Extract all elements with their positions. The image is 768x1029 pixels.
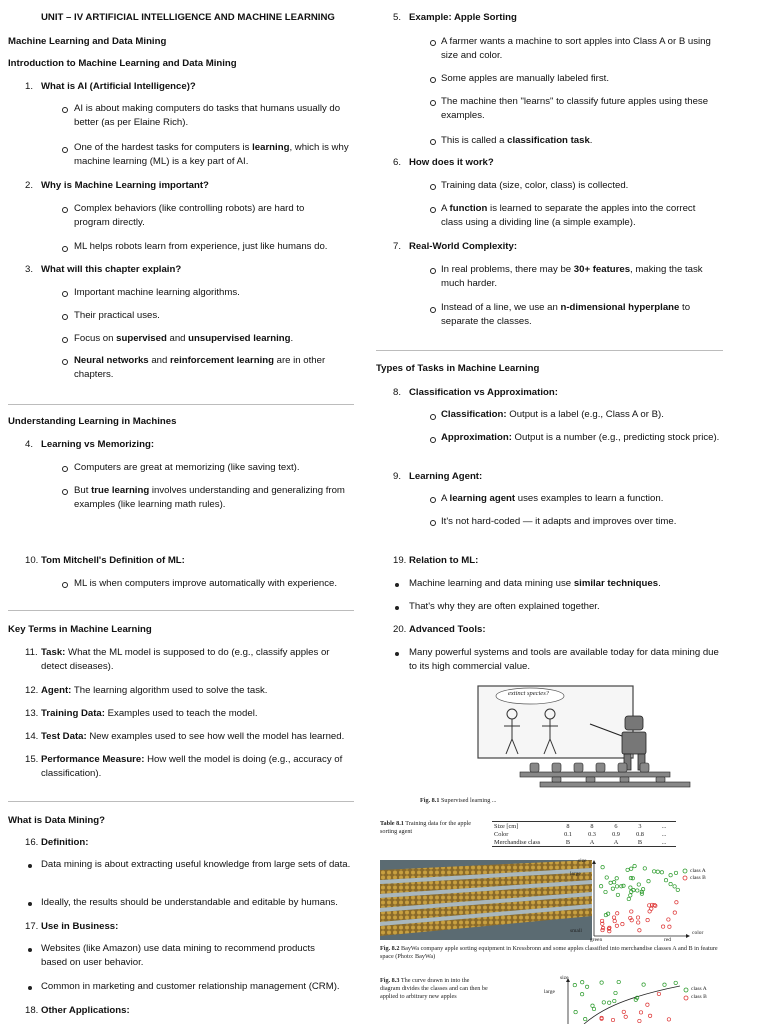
apple-point	[599, 885, 602, 888]
apple-point	[615, 885, 618, 888]
question-heading: Tom Mitchell's Definition of ML:	[41, 555, 185, 566]
term-definition: Test Data: New examples used to see how well the model has learned.	[41, 731, 345, 742]
bullet-dot	[28, 948, 32, 952]
class-dividing-curve	[584, 986, 680, 1024]
bullet-ring	[62, 107, 68, 113]
bullet-text: Data mining is about extracting useful knowledge from large sets of data.	[41, 859, 351, 870]
apple-point	[592, 1007, 595, 1010]
question-heading: Relation to ML:	[409, 555, 479, 566]
apple-point	[627, 897, 630, 900]
apple-point	[668, 925, 671, 928]
apple-point	[629, 886, 632, 889]
apple-point	[620, 885, 623, 888]
bullet-dot	[28, 864, 32, 868]
question-heading: Example: Apple Sorting	[409, 12, 517, 23]
apple-point	[630, 910, 633, 913]
apple-point	[638, 929, 641, 932]
apple-point	[675, 901, 678, 904]
axis-label-size: size	[560, 975, 569, 981]
apple-point	[642, 983, 645, 986]
item-number: 7.	[393, 241, 402, 252]
section-divider	[8, 801, 354, 802]
table-cell: B	[628, 838, 652, 847]
bullet-text: ML helps robots learn from experience, just like humans do.	[74, 241, 328, 252]
bullet-ring	[62, 489, 68, 495]
table-cell: 8	[556, 822, 580, 831]
item-number: 15.	[25, 754, 39, 765]
bullet-text: Computers are great at memorizing (like saving text).	[74, 462, 300, 473]
legend-class-b: class B	[691, 994, 707, 1000]
apple-point	[656, 870, 659, 873]
table-cell: 3	[628, 822, 652, 831]
item-number: 11.	[25, 647, 38, 658]
bullet-ring	[62, 246, 68, 252]
apple-point	[663, 983, 666, 986]
table-cell: A	[604, 838, 628, 847]
bullet-dot	[395, 606, 399, 610]
axis-tick-red: red	[664, 937, 672, 943]
section-divider	[376, 350, 723, 351]
axis-tick-small: small	[570, 928, 582, 934]
bullet-ring	[430, 100, 436, 106]
apple-point	[636, 916, 639, 919]
term-definition: Training Data: Examples used to teach the model.	[41, 708, 258, 719]
apple-point	[637, 921, 640, 924]
item-number: 1.	[25, 81, 34, 92]
apple-point	[609, 881, 612, 884]
apple-point	[612, 916, 615, 919]
apple-point	[580, 993, 583, 996]
table-cell: 8	[580, 822, 604, 831]
section-heading-understanding: Understanding Learning in Machines	[8, 416, 177, 427]
question-heading: Advanced Tools:	[409, 624, 486, 635]
item-number: 6.	[393, 157, 402, 168]
apple-point	[674, 871, 677, 874]
section-heading-data-mining: What is Data Mining?	[8, 815, 106, 826]
apple-point	[574, 1010, 577, 1013]
bullet-ring	[62, 207, 68, 213]
item-number: 12.	[25, 685, 39, 696]
apple-point	[646, 918, 649, 921]
item-number: 16.	[25, 837, 39, 848]
apple-point	[622, 1010, 625, 1013]
apple-point	[673, 885, 676, 888]
bullet-text: Important machine learning algorithms.	[74, 287, 240, 298]
section-heading-intro: Introduction to Machine Learning and Data Mining	[8, 58, 237, 69]
bullet-text: That's why they are often explained together.	[409, 601, 600, 612]
figure-8-1-cartoon	[460, 684, 710, 794]
bullet-text: Instead of a line, we use an n-dimensional hyperplane to separate the classes.	[441, 302, 691, 328]
bullet-ring	[62, 314, 68, 320]
table-cell: 0.8	[636, 830, 644, 838]
bullet-text: In real problems, there may be 30+ features, making the task much harder.	[441, 264, 703, 290]
figure-8-2-caption: Fig. 8.2 BayWa company apple sorting equipment in Kressbronn and some apples classified into merchandise classes A and B in feature space (Photo: BayWa)	[380, 945, 718, 960]
apple-point	[601, 928, 604, 931]
bullet-text: Many powerful systems and tools are available today for data mining due to its high commercial value.	[409, 647, 719, 673]
table-cell: 0.9	[612, 830, 620, 838]
apple-point	[664, 879, 667, 882]
item-number: 17.	[25, 921, 39, 932]
legend-marker-class-a	[683, 869, 687, 873]
bullet-text: ML is when computers improve automatically with experience.	[74, 578, 338, 589]
table-row-label: Color	[494, 830, 509, 838]
training-data-table	[492, 821, 676, 847]
apple-point	[652, 870, 655, 873]
section-heading-key-terms: Key Terms in Machine Learning	[8, 624, 152, 635]
table-row	[492, 838, 676, 847]
bullet-ring	[62, 291, 68, 297]
apple-point	[646, 1003, 649, 1006]
axis-label-size: size	[578, 858, 587, 864]
apple-point	[601, 866, 604, 869]
table-cell: ...	[652, 822, 676, 831]
apple-point	[616, 912, 619, 915]
table-cell: 6	[604, 822, 628, 831]
bullet-ring	[62, 337, 68, 343]
bullet-text: But true learning involves understanding and generalizing from examples (like learning math rules).	[74, 485, 345, 511]
bullet-text: Machine learning and data mining use similar techniques.	[409, 578, 661, 589]
table-cell: B	[556, 838, 580, 847]
apple-point	[650, 907, 653, 910]
apple-point	[591, 1004, 594, 1007]
apple-point	[611, 1018, 614, 1021]
bullet-ring	[430, 40, 436, 46]
section-divider	[8, 610, 354, 611]
bullet-text: AI is about making computers do tasks that humans usually do better (as per Elaine Rich).	[74, 103, 341, 129]
table-cell: ...	[661, 830, 667, 838]
figure-8-2-sorting-photo	[380, 860, 592, 940]
apple-point	[647, 880, 650, 883]
bullet-text: Websites (like Amazon) use data mining to recommend products based on user behavior.	[41, 943, 315, 969]
table-cell: ...	[652, 838, 676, 847]
apple-point	[626, 868, 629, 871]
question-heading: How does it work?	[409, 157, 494, 168]
apple-point	[624, 1015, 627, 1018]
apple-point	[669, 882, 672, 885]
item-number: 14.	[25, 731, 39, 742]
item-number: 10.	[25, 555, 39, 566]
apple-point	[667, 918, 670, 921]
item-number: 18.	[25, 1005, 39, 1016]
legend-marker-class-a	[684, 988, 688, 992]
bullet-text: A farmer wants a machine to sort apples into Class A or B using size and color.	[441, 36, 711, 62]
apple-point	[676, 888, 679, 891]
apple-point	[638, 1019, 641, 1022]
apple-point	[612, 881, 615, 884]
term-definition: Performance Measure: How well the model is doing (e.g., accuracy of classification).	[41, 754, 343, 780]
apple-point	[611, 887, 614, 890]
bullet-text: It's not hard-coded — it adapts and improves over time.	[441, 516, 677, 527]
item-number: 13.	[25, 708, 39, 719]
apple-point	[617, 980, 620, 983]
item-number: 2.	[25, 180, 34, 191]
figure-8-1-caption: Fig. 8.1 Supervised learning ...	[420, 797, 497, 804]
apple-point	[657, 992, 660, 995]
figure-8-3-caption: Fig. 8.3 The curve drawn in into the diagram divides the classes and can then be applied to arbitrary new apples	[380, 977, 488, 1000]
legend-class-a: class A	[690, 868, 706, 874]
bullet-ring	[430, 77, 436, 83]
bullet-ring	[430, 520, 436, 526]
item-number: 3.	[25, 264, 34, 275]
apple-point	[605, 876, 608, 879]
bullet-text: Common in marketing and customer relationship management (CRM).	[41, 981, 340, 992]
bullet-text: A learning agent uses examples to learn a function.	[441, 493, 664, 504]
axis-tick-green: green	[590, 937, 603, 943]
apple-point	[661, 925, 664, 928]
table-cell: 0.3	[588, 830, 596, 838]
bullet-ring	[430, 437, 436, 443]
item-number: 20.	[393, 624, 407, 635]
bullet-text: Some apples are manually labeled first.	[441, 73, 609, 84]
section-divider	[8, 404, 354, 405]
apple-point	[660, 871, 663, 874]
bullet-ring	[62, 582, 68, 588]
bullet-text: One of the hardest tasks for computers is learning, which is why machine learning (ML) is a key part of AI.	[74, 142, 349, 168]
apple-point	[584, 1017, 587, 1020]
apple-point	[613, 999, 616, 1002]
item-number: 4.	[25, 439, 34, 450]
bullet-dot	[395, 652, 399, 656]
question-heading: What will this chapter explain?	[41, 264, 182, 275]
apple-point	[648, 1014, 651, 1017]
bullet-ring	[430, 268, 436, 274]
apple-point	[581, 981, 584, 984]
apple-point	[639, 1011, 642, 1014]
apple-point	[629, 894, 632, 897]
table-row-label: Merchandise class	[492, 838, 556, 847]
item-number: 19.	[393, 555, 407, 566]
bullet-dot	[395, 583, 399, 587]
bullet-text: Classification: Output is a label (e.g., Class A or B).	[441, 409, 664, 420]
legend-class-a: class A	[691, 986, 707, 992]
item-number: 8.	[393, 387, 402, 398]
bullet-ring	[62, 466, 68, 472]
bullet-dot	[28, 986, 32, 990]
bullet-dot	[28, 902, 32, 906]
bullet-text: Focus on supervised and unsupervised learning.	[74, 333, 294, 344]
bullet-text: Ideally, the results should be understandable and editable by humans.	[41, 897, 338, 908]
feature-space-plot-8-3	[540, 974, 723, 1024]
bullet-ring	[62, 147, 68, 153]
axis-tick-large: large	[544, 989, 555, 995]
apple-point	[636, 889, 639, 892]
term-definition: Task: What the ML model is supposed to do (e.g., classify apples or detect diseases).	[41, 647, 330, 673]
term-definition: Agent: The learning algorithm used to solve the task.	[41, 685, 268, 696]
apple-point	[585, 985, 588, 988]
apple-point	[667, 1018, 670, 1021]
bullet-text: Complex behaviors (like controlling robots) are hard to program directly.	[74, 203, 305, 229]
apple-point	[674, 981, 677, 984]
apple-point	[673, 911, 676, 914]
apple-point	[613, 919, 616, 922]
feature-space-plot-8-2	[566, 858, 722, 944]
section-heading-ml-dm: Machine Learning and Data Mining	[8, 36, 167, 47]
question-heading: Learning vs Memorizing:	[41, 439, 155, 450]
bullet-text: Neural networks and reinforcement learning are in other chapters.	[74, 355, 326, 381]
bullet-ring	[430, 497, 436, 503]
apple-point	[630, 867, 633, 870]
table-cell: 0.1	[564, 830, 572, 838]
bullet-ring	[430, 184, 436, 190]
question-heading: Why is Machine Learning important?	[41, 180, 209, 191]
apple-point	[600, 981, 603, 984]
bullet-ring	[430, 307, 436, 313]
apple-point	[608, 1001, 611, 1004]
legend-marker-class-b	[683, 876, 687, 880]
table-cell: A	[580, 838, 604, 847]
apple-point	[616, 893, 619, 896]
apple-point	[637, 883, 640, 886]
apple-point	[573, 983, 576, 986]
question-heading: What is AI (Artificial Intelligence)?	[41, 81, 196, 92]
question-heading: Use in Business:	[41, 921, 119, 932]
legend-marker-class-b	[684, 996, 688, 1000]
apple-point	[615, 877, 618, 880]
item-number: 9.	[393, 471, 402, 482]
document-title: UNIT – IV ARTIFICIAL INTELLIGENCE AND MACHINE LEARNING	[41, 12, 335, 23]
apple-point	[643, 867, 646, 870]
bullet-text: Approximation: Output is a number (e.g., predicting stock price).	[441, 432, 720, 443]
table-8-1-caption: Table 8.1 Training data for the apple sorting agent	[380, 820, 472, 835]
apple-point	[633, 864, 636, 867]
apple-point	[604, 890, 607, 893]
apple-point	[621, 922, 624, 925]
table-row	[492, 830, 676, 838]
bullet-text: A function is learned to separate the apples into the correct class using a dividing line (a simple example).	[441, 203, 696, 229]
question-heading: Real-World Complexity:	[409, 241, 518, 252]
question-heading: Definition:	[41, 837, 89, 848]
question-heading: Classification vs Approximation:	[409, 387, 558, 398]
cartoon-speech-bubble: extinct species?	[508, 690, 549, 697]
apple-point	[614, 991, 617, 994]
table-row	[492, 822, 676, 831]
axis-tick-large: large	[570, 871, 581, 877]
section-heading-types: Types of Tasks in Machine Learning	[376, 363, 540, 374]
bullet-ring	[430, 139, 436, 145]
item-number: 5.	[393, 12, 402, 23]
apple-point	[602, 1001, 605, 1004]
bullet-text: The machine then "learns" to classify future apples using these examples.	[441, 96, 709, 122]
bullet-ring	[62, 359, 68, 365]
bullet-ring	[430, 414, 436, 420]
bullet-text: Their practical uses.	[74, 310, 160, 321]
bullet-ring	[430, 207, 436, 213]
question-heading: Other Applications:	[41, 1005, 130, 1016]
bullet-text: This is called a classification task.	[441, 135, 593, 146]
table-row-label: Size [cm]	[492, 822, 556, 831]
apple-point	[669, 874, 672, 877]
bullet-text: Training data (size, color, class) is collected.	[441, 180, 629, 191]
apple-point	[615, 924, 618, 927]
legend-class-b: class B	[690, 875, 706, 881]
question-heading: Learning Agent:	[409, 471, 483, 482]
axis-label-color: color	[692, 930, 704, 936]
